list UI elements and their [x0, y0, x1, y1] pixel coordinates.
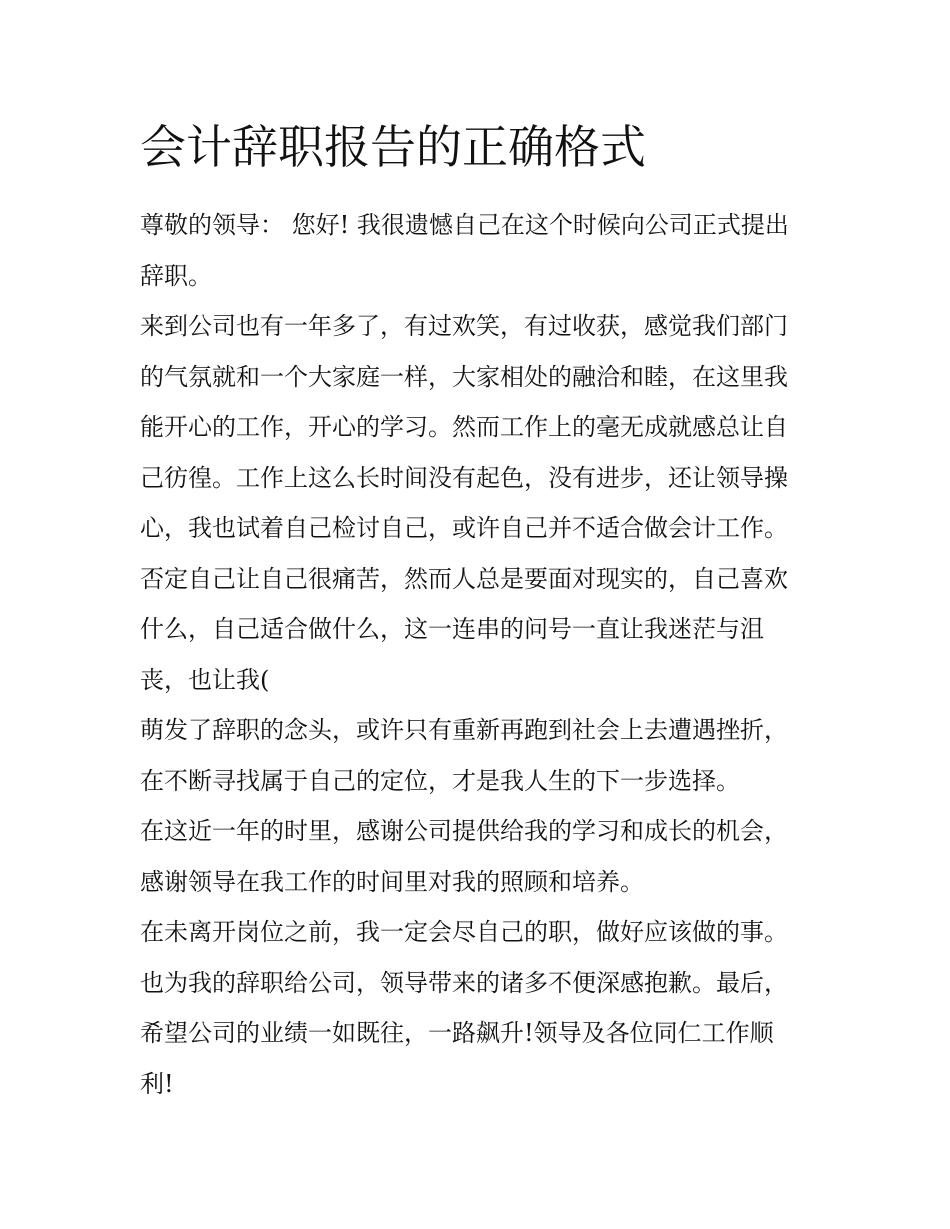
text-line: 希望公司的业绩一如既往，一路飙升!领导及各位同仁工作顺 [140, 1019, 774, 1047]
text-line: 利! [140, 1069, 174, 1098]
text-line: 否定自己让自己很痛苦，然而人总是要面对现实的，自己喜欢 [140, 564, 788, 593]
text-line: 辞职。 [140, 261, 212, 290]
text-line: 心，我也试着自己检讨自己，或许自己并不适合做会计工作。 [140, 514, 788, 542]
text-line: 尊敬的领导： 您好! 我很遗憾自己在这个时候向公司正式提出 [140, 211, 789, 239]
text-line: 的气氛就和一个大家庭一样，大家相处的融洽和睦，在这里我 [140, 362, 788, 391]
text-line: 感谢领导在我工作的时间里对我的照顾和培养。 [140, 867, 644, 896]
text-line: 己彷徨。工作上这么长时间没有起色，没有进步，还让领导操 [140, 463, 788, 492]
text-line: 也为我的辞职给公司，领导带来的诸多不便深感抱歉。最后， [140, 968, 788, 997]
text-line: 来到公司也有一年多了，有过欢笑，有过收获，感觉我们部门 [140, 312, 788, 340]
paragraph-body-3 [140, 806, 812, 907]
document-page [140, 112, 812, 1109]
text-line: 萌发了辞职的念头，或许只有重新再跑到社会上去遭遇挫折， [140, 716, 788, 744]
text-line: 什么，自己适合做什么，这一连串的问号一直让我迷茫与沮 [140, 615, 764, 643]
text-line: 在未离开岗位之前，我一定会尽自己的职，做好应该做的事。 [140, 918, 788, 946]
text-line: 在这近一年的时里，感谢公司提供给我的学习和成长的机会， [140, 817, 788, 845]
paragraph-body-2 [140, 705, 812, 806]
paragraph-body-1 [140, 301, 812, 705]
text-line: 丧，也让我( [140, 665, 270, 694]
document-title: 会计辞职报告的正确格式 [140, 120, 646, 174]
paragraph-closing [140, 907, 812, 1109]
paragraph-greeting [140, 200, 812, 301]
text-line: 在不断寻找属于自己的定位，才是我人生的下一步选择。 [140, 766, 740, 795]
text-line: 能开心的工作，开心的学习。然而工作上的毫无成就感总让自 [140, 413, 788, 441]
